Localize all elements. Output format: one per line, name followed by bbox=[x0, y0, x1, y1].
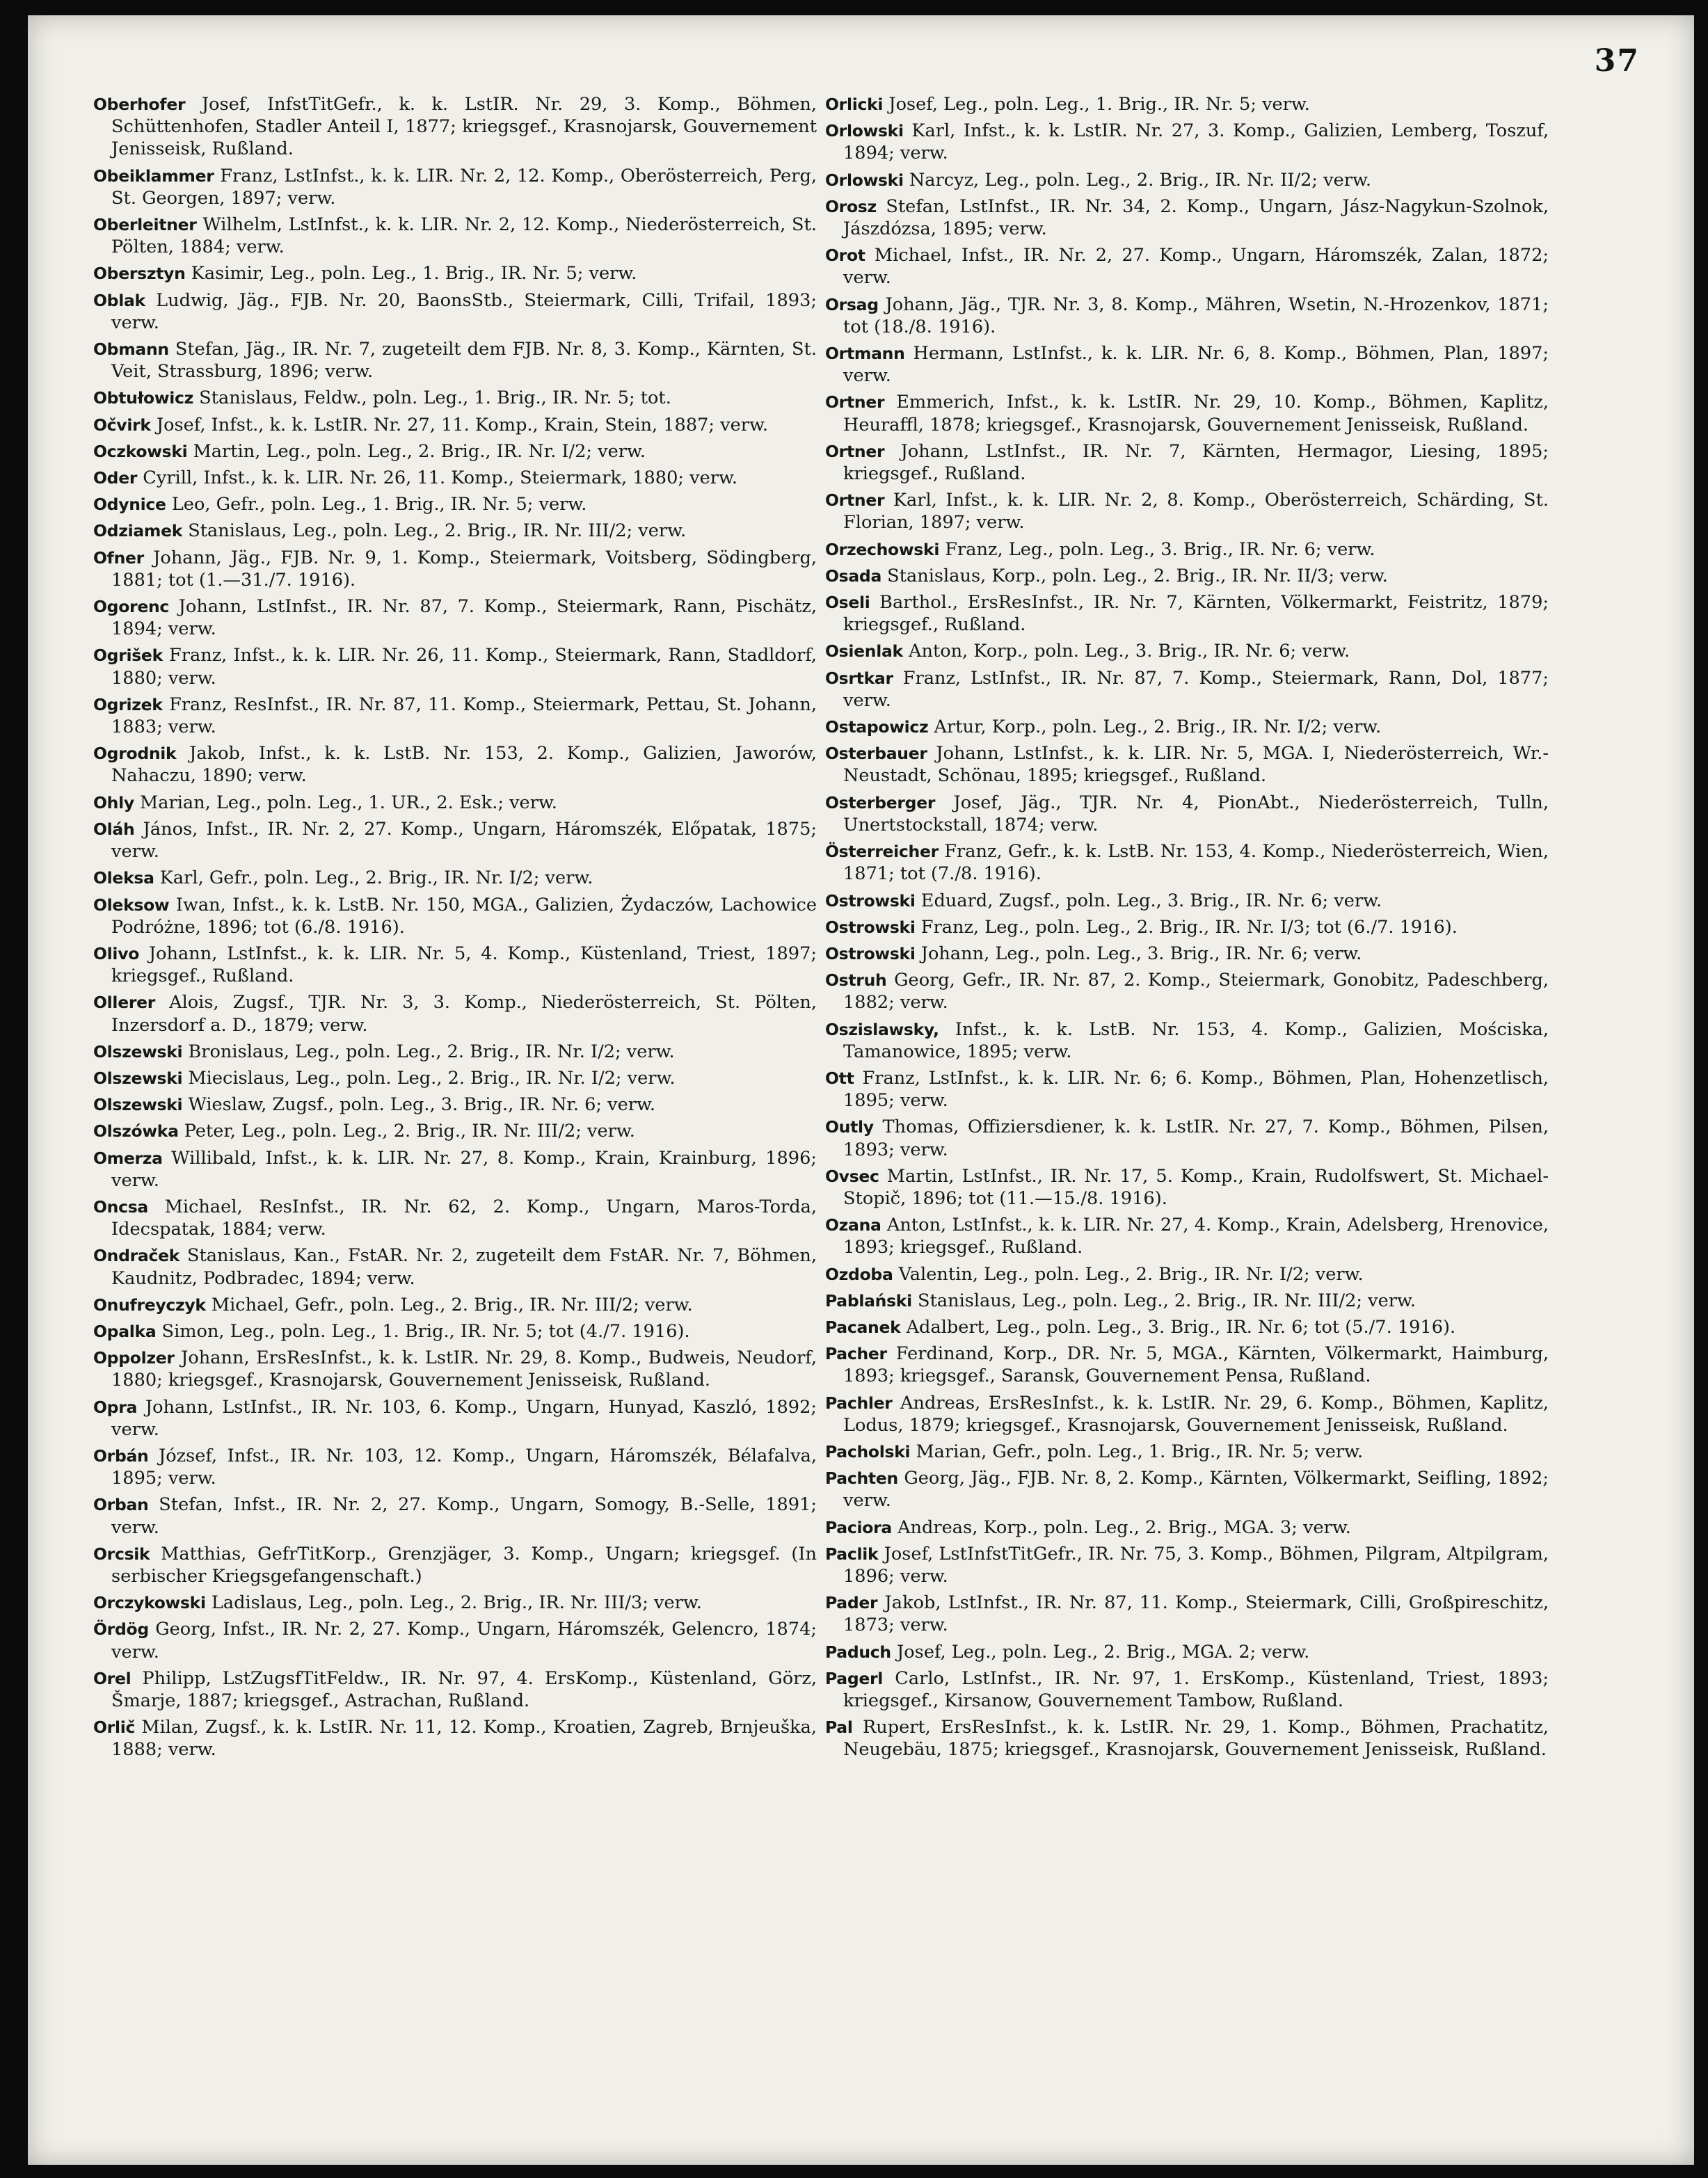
entry-surname: Obersztyn bbox=[93, 264, 186, 284]
list-entry bbox=[93, 1618, 817, 1663]
entry-surname: Ostapowicz bbox=[825, 717, 929, 737]
list-entry bbox=[93, 1716, 817, 1761]
list-entry bbox=[825, 391, 1549, 435]
entry-details: Artur, Korp., poln. Leg., 2. Brig., IR. Nr. I/2; verw. bbox=[934, 716, 1382, 738]
entry-surname: Pader bbox=[825, 1593, 878, 1613]
entry-surname: Olszówka bbox=[93, 1121, 179, 1142]
entry-details: Stanislaus, Leg., poln. Leg., 2. Brig., IR. Nr. III/2; verw. bbox=[918, 1290, 1416, 1311]
entry-details: Anton, Korp., poln. Leg., 3. Brig., IR. Nr. 6; verw. bbox=[908, 641, 1350, 662]
entry-surname: Ostrowski bbox=[825, 943, 916, 963]
entry-details: Anton, LstInfst., k. k. LIR. Nr. 27, 4. Komp., Krain, Adelsberg, Hrenovice, 1893; kriegsgef., Rußland. bbox=[843, 1215, 1549, 1258]
entry-details: Josef, Leg., poln. Leg., 1. Brig., IR. Nr. 5; verw. bbox=[888, 94, 1310, 115]
entry-details: Martin, LstInfst., IR. Nr. 17, 5. Komp., Krain, Rudolfswert, St. Michael-Stopič, 1896; tot (11.—15./8. 1916). bbox=[843, 1165, 1549, 1209]
entry-details: Simon, Leg., poln. Leg., 1. Brig., IR. Nr. 5; tot (4./7. 1916). bbox=[161, 1320, 690, 1342]
list-entry bbox=[825, 1716, 1549, 1761]
list-entry bbox=[825, 1516, 1549, 1539]
entry-surname: Österreicher bbox=[825, 842, 939, 862]
list-entry bbox=[825, 538, 1549, 561]
entry-surname: Opra bbox=[93, 1397, 138, 1417]
entry-surname: Pagerl bbox=[825, 1668, 884, 1688]
entry-details: Stanislaus, Leg., poln. Leg., 2. Brig., IR. Nr. III/2; verw. bbox=[188, 520, 687, 542]
entry-surname: Olszewski bbox=[93, 1068, 183, 1088]
list-entry bbox=[93, 1347, 817, 1391]
entry-surname: Osterberger bbox=[825, 792, 936, 812]
entry-details: Carlo, LstInfst., IR. Nr. 97, 1. ErsKomp., Küstenland, Triest, 1893; kriegsgef., Kirsanow, Gouvernement Tambow, Rußland. bbox=[843, 1667, 1549, 1711]
entry-details: Johann, LstInfst., IR. Nr. 103, 6. Komp., Ungarn, Hunyad, Kaszló, 1892; verw. bbox=[111, 1396, 817, 1440]
entry-surname: Ortner bbox=[825, 490, 885, 511]
list-entry bbox=[825, 1343, 1549, 1387]
entry-surname: Orsag bbox=[825, 294, 879, 314]
entry-details: Franz, ResInfst., IR. Nr. 87, 11. Komp., Steiermark, Pettau, St. Johann, 1883; verw. bbox=[111, 694, 817, 738]
entry-details: Alois, Zugsf., TJR. Nr. 3, 3. Komp., Niederösterreich, St. Pölten, Inzersdorf a. D., 1879; verw. bbox=[111, 992, 817, 1036]
left-column bbox=[93, 93, 817, 1765]
list-entry bbox=[93, 387, 817, 409]
list-entry bbox=[93, 165, 817, 209]
entry-surname: Oblak bbox=[93, 290, 145, 310]
entry-details: Marian, Leg., poln. Leg., 1. UR., 2. Esk.; verw. bbox=[140, 792, 557, 813]
entry-surname: Ostrowski bbox=[825, 890, 916, 911]
list-entry bbox=[93, 1244, 817, 1289]
entry-details: Georg, Gefr., IR. Nr. 87, 2. Komp., Steiermark, Gonobitz, Padeschberg, 1882; verw. bbox=[843, 970, 1549, 1014]
list-entry bbox=[93, 1147, 817, 1192]
entry-details: Stefan, LstInfst., IR. Nr. 34, 2. Komp., Ungarn, Jász-Nagykun-Szolnok, Jászdózsa, 1895; verw. bbox=[843, 195, 1549, 240]
list-entry bbox=[825, 890, 1549, 912]
list-entry bbox=[93, 289, 817, 334]
list-entry bbox=[825, 943, 1549, 965]
list-entry bbox=[93, 694, 817, 738]
entry-surname: Ogrizek bbox=[93, 694, 163, 714]
entry-details: Narcyz, Leg., poln. Leg., 2. Brig., IR. Nr. II/2; verw. bbox=[909, 169, 1371, 191]
list-entry bbox=[825, 1165, 1549, 1210]
entry-details: Adalbert, Leg., poln. Leg., 3. Brig., IR. Nr. 6; tot (5./7. 1916). bbox=[906, 1316, 1456, 1338]
entry-details: Bronislaus, Leg., poln. Leg., 2. Brig., IR. Nr. I/2; verw. bbox=[188, 1041, 675, 1062]
entry-details: Matthias, GefrTitKorp., Grenzjäger, 3. Komp., Ungarn; kriegsgef. (In serbischer Kriegsgefangenschaft.) bbox=[111, 1543, 817, 1587]
entry-surname: Orcsik bbox=[93, 1544, 150, 1564]
entry-details: Georg, Infst., IR. Nr. 2, 27. Komp., Ungarn, Háromszék, Gelencro, 1874; verw. bbox=[111, 1619, 817, 1663]
entry-surname: Oszislawsky, bbox=[825, 1019, 939, 1039]
entry-surname: Orel bbox=[93, 1668, 131, 1688]
entry-details: Rupert, ErsResInfst., k. k. LstIR. Nr. 29, 1. Komp., Böhmen, Prachatitz, Neugebäu, 1875; kriegsgef., Krasnojarsk, Gouvernement Jenisseisk, Rußland. bbox=[843, 1717, 1549, 1761]
entry-surname: Ortner bbox=[825, 441, 885, 461]
list-entry bbox=[93, 93, 817, 161]
list-entry bbox=[825, 244, 1549, 289]
entry-details: Miecislaus, Leg., poln. Leg., 2. Brig., IR. Nr. I/2; verw. bbox=[188, 1067, 676, 1089]
entry-surname: Oppolzer bbox=[93, 1348, 175, 1368]
entry-surname: Orczykowski bbox=[93, 1593, 206, 1613]
entry-details: Andreas, Korp., poln. Leg., 2. Brig., MGA. 3; verw. bbox=[897, 1516, 1351, 1538]
list-entry bbox=[825, 840, 1549, 885]
entry-surname: Orot bbox=[825, 246, 865, 266]
entry-surname: Orosz bbox=[825, 196, 877, 216]
entry-surname: Osienlak bbox=[825, 641, 903, 662]
list-entry bbox=[93, 1592, 817, 1614]
list-entry bbox=[825, 169, 1549, 191]
entry-details: Jakob, LstInfst., IR. Nr. 87, 11. Komp., Steiermark, Cilli, Großpireschitz, 1873; verw. bbox=[843, 1592, 1549, 1636]
list-entry bbox=[825, 1116, 1549, 1160]
entry-surname: Osada bbox=[825, 566, 882, 586]
entry-surname: Ott bbox=[825, 1068, 854, 1088]
entry-details: Wilhelm, LstInfst., k. k. LIR. Nr. 2, 12. Komp., Niederösterreich, St. Pölten, 1884; verw. bbox=[111, 214, 817, 258]
entry-details: Stanislaus, Feldw., poln. Leg., 1. Brig., IR. Nr. 5; tot. bbox=[199, 387, 671, 409]
list-entry bbox=[93, 792, 817, 814]
entry-surname: Onufreyczyk bbox=[93, 1295, 206, 1315]
entry-details: Johann, Jäg., FJB. Nr. 9, 1. Komp., Steiermark, Voitsberg, Södingberg, 1881; tot (1.—31./7. 1916). bbox=[111, 547, 817, 591]
entry-surname: Ondraček bbox=[93, 1246, 180, 1266]
entry-details: János, Infst., IR. Nr. 2, 27. Komp., Ungarn, Háromszék, Előpatak, 1875; verw. bbox=[111, 818, 817, 863]
list-entry bbox=[93, 214, 817, 258]
entry-details: Milan, Zugsf., k. k. LstIR. Nr. 11, 12. Komp., Kroatien, Zagreb, Brnjeuška, 1888; verw. bbox=[111, 1717, 817, 1761]
entry-details: Karl, Gefr., poln. Leg., 2. Brig., IR. Nr. I/2; verw. bbox=[159, 867, 593, 889]
entry-details: Johann, LstInfst., IR. Nr. 87, 7. Komp., Steiermark, Rann, Pischätz, 1894; verw. bbox=[111, 596, 817, 640]
list-entry bbox=[93, 894, 817, 938]
entry-details: Josef, Leg., poln. Leg., 2. Brig., MGA. 2; verw. bbox=[897, 1641, 1310, 1663]
list-entry bbox=[93, 1445, 817, 1489]
entry-surname: Ostrowski bbox=[825, 917, 916, 937]
list-entry bbox=[825, 1067, 1549, 1112]
entry-surname: Ogrodnik bbox=[93, 744, 177, 764]
entry-details: Kasimir, Leg., poln. Leg., 1. Brig., IR. Nr. 5; verw. bbox=[191, 263, 637, 285]
entry-details: Karl, Infst., k. k. LstIR. Nr. 27, 3. Komp., Galizien, Lemberg, Toszuf, 1894; verw. bbox=[843, 120, 1549, 164]
entry-details: Josef, InfstTitGefr., k. k. LstIR. Nr. 29, 3. Komp., Böhmen, Schüttenhofen, Stadler Anteil I, 1877; kriegsgef., Krasnojarsk, Gouvernement Jenisseisk, Rußland. bbox=[111, 94, 817, 160]
entry-details: Franz, Gefr., k. k. LstB. Nr. 153, 4. Komp., Niederösterreich, Wien, 1871; tot (7./8. 1916). bbox=[843, 841, 1549, 885]
list-entry bbox=[93, 1294, 817, 1316]
list-entry bbox=[825, 565, 1549, 587]
entry-surname: Oder bbox=[93, 468, 138, 488]
list-entry bbox=[93, 338, 817, 383]
list-entry bbox=[825, 969, 1549, 1014]
entry-surname: Orzechowski bbox=[825, 539, 940, 559]
list-entry bbox=[93, 414, 817, 436]
entry-surname: Orban bbox=[93, 1495, 149, 1515]
list-entry bbox=[825, 742, 1549, 787]
entry-details: Peter, Leg., poln. Leg., 2. Brig., IR. Nr. III/2; verw. bbox=[184, 1121, 635, 1142]
entry-details: Ladislaus, Leg., poln. Leg., 2. Brig., IR. Nr. III/3; verw. bbox=[211, 1592, 702, 1614]
entry-details: Franz, LstInfst., k. k. LIR. Nr. 6; 6. Komp., Böhmen, Plan, Hohenzetlisch, 1895; verw. bbox=[843, 1067, 1549, 1112]
list-entry bbox=[93, 493, 817, 515]
entry-surname: Ohly bbox=[93, 792, 134, 812]
list-entry bbox=[93, 520, 817, 542]
list-entry bbox=[93, 818, 817, 863]
entry-details: Eduard, Zugsf., poln. Leg., 3. Brig., IR. Nr. 6; verw. bbox=[920, 890, 1382, 911]
entry-details: Jakob, Infst., k. k. LstB. Nr. 153, 2. Komp., Galizien, Jaworów, Nahaczu, 1890; verw. bbox=[111, 743, 817, 787]
list-entry bbox=[825, 120, 1549, 164]
entry-details: Stanislaus, Kan., FstAR. Nr. 2, zugeteilt dem FstAR. Nr. 7, Böhmen, Kaudnitz, Podbradec, 1894; verw. bbox=[111, 1245, 817, 1289]
entry-surname: Osterbauer bbox=[825, 744, 927, 764]
entry-details: Michael, ResInfst., IR. Nr. 62, 2. Komp., Ungarn, Maros-Torda, Idecspatak, 1884; verw. bbox=[111, 1196, 817, 1240]
entry-details: Thomas, Offiziersdiener, k. k. LstIR. Nr. 27, 7. Komp., Böhmen, Pilsen, 1893; verw. bbox=[843, 1116, 1549, 1160]
list-entry bbox=[93, 1396, 817, 1441]
list-entry bbox=[93, 1041, 817, 1063]
list-entry bbox=[825, 716, 1549, 738]
entry-surname: Pal bbox=[825, 1717, 853, 1738]
list-entry bbox=[825, 440, 1549, 485]
entry-details: Johann, Jäg., TJR. Nr. 3, 8. Komp., Mähren, Wsetin, N.-Hrozenkov, 1871; tot (18./8. 1916). bbox=[843, 294, 1549, 337]
list-entry bbox=[825, 1290, 1549, 1312]
entry-surname: Obmann bbox=[93, 339, 169, 360]
list-entry bbox=[93, 1120, 817, 1142]
entry-details: Johann, ErsResInfst., k. k. LstIR. Nr. 29, 8. Komp., Budweis, Neudorf, 1880; kriegsgef., Krasnojarsk, Gouvernement Jenisseisk, Rußland. bbox=[111, 1347, 817, 1391]
entry-details: Franz, LstInfst., IR. Nr. 87, 7. Komp., Steiermark, Rann, Dol, 1877; verw. bbox=[843, 667, 1549, 711]
entry-surname: Ollerer bbox=[93, 993, 156, 1013]
entry-surname: Pachten bbox=[825, 1468, 898, 1489]
page-number: 37 bbox=[1594, 43, 1640, 79]
entry-details: Franz, Infst., k. k. LIR. Nr. 26, 11. Komp., Steiermark, Rann, Stadldorf, 1880; verw. bbox=[111, 645, 817, 689]
entry-details: Georg, Jäg., FJB. Nr. 8, 2. Komp., Kärnten, Völkermarkt, Seifling, 1892; verw. bbox=[843, 1468, 1549, 1512]
entry-surname: Ortmann bbox=[825, 344, 905, 364]
entry-surname: Oleksow bbox=[93, 895, 170, 915]
entry-details: Barthol., ErsResInfst., IR. Nr. 7, Kärnten, Völkermarkt, Feistritz, 1879; kriegsgef., Rußland. bbox=[843, 592, 1549, 636]
list-entry bbox=[825, 1392, 1549, 1436]
entry-details: Stefan, Infst., IR. Nr. 2, 27. Komp., Ungarn, Somogy, B.-Selle, 1891; verw. bbox=[111, 1494, 817, 1538]
list-entry bbox=[93, 262, 817, 285]
list-entry bbox=[93, 1067, 817, 1089]
entry-surname: Olivo bbox=[93, 943, 140, 963]
entry-details: Josef, Infst., k. k. LstIR. Nr. 27, 11. Komp., Krain, Stein, 1887; verw. bbox=[156, 414, 769, 435]
entry-details: Johann, LstInfst., IR. Nr. 7, Kärnten, Hermagor, Liesing, 1895; kriegsgef., Rußland. bbox=[843, 440, 1549, 485]
entry-details: Johann, Leg., poln. Leg., 3. Brig., IR. Nr. 6; verw. bbox=[920, 943, 1362, 964]
entry-details: Johann, LstInfst., k. k. LIR. Nr. 5, MGA. I, Niederösterreich, Wr.-Neustadt, Schönau, 1895; kriegsgef., Rußland. bbox=[843, 743, 1549, 787]
entry-surname: Osrtkar bbox=[825, 668, 893, 688]
list-entry bbox=[825, 489, 1549, 534]
list-entry bbox=[825, 1543, 1549, 1587]
entry-surname: Oczkowski bbox=[93, 441, 188, 461]
list-entry bbox=[93, 467, 817, 489]
list-entry bbox=[93, 991, 817, 1036]
entry-surname: Odynice bbox=[93, 495, 166, 515]
list-entry bbox=[93, 867, 817, 889]
entry-surname: Paclik bbox=[825, 1544, 879, 1564]
entry-surname: Odziamek bbox=[93, 521, 183, 541]
entry-surname: Ozana bbox=[825, 1215, 881, 1235]
document-page bbox=[28, 15, 1694, 2165]
entry-surname: Oncsa bbox=[93, 1196, 148, 1217]
entry-details: Johann, LstInfst., k. k. LIR. Nr. 5, 4. Komp., Küstenland, Triest, 1897; kriegsgef., Rußland. bbox=[111, 943, 817, 987]
entry-details: Marian, Gefr., poln. Leg., 1. Brig., IR. Nr. 5; verw. bbox=[916, 1441, 1364, 1462]
entry-details: Franz, LstInfst., k. k. LIR. Nr. 2, 12. Komp., Oberösterreich, Perg, St. Georgen, 1897; verw. bbox=[111, 165, 817, 209]
entry-surname: Obeiklammer bbox=[93, 166, 214, 186]
list-entry bbox=[93, 1667, 817, 1712]
entry-surname: Oberhofer bbox=[93, 95, 186, 114]
list-entry bbox=[93, 595, 817, 640]
entry-details: Franz, Leg., poln. Leg., 3. Brig., IR. Nr. 6; verw. bbox=[945, 538, 1375, 560]
entry-surname: Očvirk bbox=[93, 415, 151, 435]
list-entry bbox=[93, 644, 817, 689]
list-entry bbox=[93, 1094, 817, 1116]
list-entry bbox=[825, 667, 1549, 712]
entry-details: Stefan, Jäg., IR. Nr. 7, zugeteilt dem FJB. Nr. 8, 3. Komp., Kärnten, St. Veit, Strassburg, 1896; verw. bbox=[111, 339, 817, 383]
right-column bbox=[825, 93, 1549, 1765]
entry-details: Willibald, Infst., k. k. LIR. Nr. 27, 8. Komp., Krain, Krainburg, 1896; verw. bbox=[111, 1147, 817, 1191]
list-entry bbox=[93, 742, 817, 787]
entry-details: Cyrill, Infst., k. k. LIR. Nr. 26, 11. Komp., Steiermark, 1880; verw. bbox=[143, 467, 737, 489]
entry-surname: Olszewski bbox=[93, 1041, 183, 1062]
list-entry bbox=[825, 342, 1549, 387]
entry-surname: Orlowski bbox=[825, 170, 904, 190]
list-entry bbox=[93, 1320, 817, 1343]
entry-surname: Opalka bbox=[93, 1321, 157, 1341]
entry-surname: Pachler bbox=[825, 1393, 893, 1413]
list-entry bbox=[825, 1641, 1549, 1663]
entry-surname: Orlowski bbox=[825, 121, 904, 141]
list-entry bbox=[825, 916, 1549, 938]
entry-surname: Paduch bbox=[825, 1642, 891, 1662]
list-entry bbox=[825, 1316, 1549, 1338]
entry-details: Infst., k. k. LstB. Nr. 153, 4. Komp., Galizien, Mościska, Tamanowice, 1895; verw. bbox=[843, 1018, 1549, 1062]
entry-surname: Ofner bbox=[93, 547, 144, 568]
entry-details: Josef, Jäg., TJR. Nr. 4, PionAbt., Niederösterreich, Tulln, Unertstockstall, 1874; verw. bbox=[843, 792, 1549, 835]
entry-surname: Ostruh bbox=[825, 970, 887, 991]
entry-details: Wieslaw, Zugsf., poln. Leg., 3. Brig., IR. Nr. 6; verw. bbox=[188, 1094, 655, 1116]
entry-surname: Oláh bbox=[93, 819, 135, 839]
list-entry bbox=[825, 1667, 1549, 1712]
entry-surname: Orbán bbox=[93, 1446, 149, 1466]
list-entry bbox=[825, 93, 1549, 115]
list-entry bbox=[93, 1494, 817, 1538]
list-entry bbox=[825, 1467, 1549, 1512]
list-entry bbox=[825, 294, 1549, 338]
list-entry bbox=[825, 1592, 1549, 1636]
entry-details: Franz, Leg., poln. Leg., 2. Brig., IR. Nr. I/3; tot (6./7. 1916). bbox=[920, 916, 1458, 938]
list-entry bbox=[825, 591, 1549, 636]
entry-surname: Olszewski bbox=[93, 1095, 183, 1115]
list-entry bbox=[93, 440, 817, 463]
entry-surname: Ogorenc bbox=[93, 597, 170, 617]
entry-details: Stanislaus, Korp., poln. Leg., 2. Brig., IR. Nr. II/3; verw. bbox=[887, 565, 1388, 586]
list-entry bbox=[93, 943, 817, 987]
entry-details: Michael, Infst., IR. Nr. 2, 27. Komp., Ungarn, Háromszék, Zalan, 1872; verw. bbox=[843, 245, 1549, 289]
list-entry bbox=[825, 1214, 1549, 1258]
entry-surname: Outly bbox=[825, 1117, 874, 1137]
entry-surname: Ortner bbox=[825, 392, 885, 413]
entry-surname: Ogrišek bbox=[93, 646, 163, 666]
entry-surname: Oseli bbox=[825, 593, 870, 613]
entry-details: Ferdinand, Korp., DR. Nr. 5, MGA., Kärnten, Völkermarkt, Haimburg, 1893; kriegsgef., Saransk, Gouvernement Pensa, Rußland. bbox=[843, 1343, 1549, 1387]
list-entry bbox=[825, 792, 1549, 836]
entry-surname: Orlicki bbox=[825, 95, 884, 114]
entry-surname: Ördög bbox=[93, 1619, 149, 1640]
entry-details: Martin, Leg., poln. Leg., 2. Brig., IR. Nr. I/2; verw. bbox=[193, 440, 646, 462]
entry-details: Josef, LstInfstTitGefr., IR. Nr. 75, 3. Komp., Böhmen, Pilgram, Altpilgram, 1896; verw. bbox=[843, 1543, 1549, 1587]
entry-details: Karl, Infst., k. k. LIR. Nr. 2, 8. Komp., Oberösterreich, Schärding, St. Florian, 1897; verw. bbox=[843, 490, 1549, 534]
entry-surname: Oleksa bbox=[93, 868, 154, 888]
entry-details: Iwan, Infst., k. k. LstB. Nr. 150, MGA., Galizien, Żydaczów, Lachowice Podróżne, 1896; tot (6./8. 1916). bbox=[111, 894, 817, 938]
list-entry bbox=[93, 1543, 817, 1587]
entry-surname: Oberleitner bbox=[93, 215, 197, 235]
list-entry bbox=[825, 1018, 1549, 1063]
entry-details: Michael, Gefr., poln. Leg., 2. Brig., IR. Nr. III/2; verw. bbox=[211, 1294, 693, 1315]
list-entry bbox=[825, 640, 1549, 662]
entry-surname: Pablański bbox=[825, 1290, 912, 1311]
entry-details: Valentin, Leg., poln. Leg., 2. Brig., IR. Nr. I/2; verw. bbox=[898, 1263, 1364, 1285]
list-entry bbox=[825, 195, 1549, 240]
entry-surname: Pacholski bbox=[825, 1441, 911, 1462]
entry-surname: Paciora bbox=[825, 1517, 892, 1537]
entry-details: Ludwig, Jäg., FJB. Nr. 20, BaonsStb., Steiermark, Cilli, Trifail, 1893; verw. bbox=[111, 289, 817, 333]
entry-surname: Ozdoba bbox=[825, 1264, 893, 1284]
entry-details: Philipp, LstZugsfTitFeldw., IR. Nr. 97, 4. ErsKomp., Küstenland, Görz, Šmarje, 1887; kriegsgef., Astrachan, Rußland. bbox=[111, 1667, 817, 1711]
entry-details: Hermann, LstInfst., k. k. LIR. Nr. 6, 8. Komp., Böhmen, Plan, 1897; verw. bbox=[843, 343, 1549, 387]
entry-surname: Orlič bbox=[93, 1717, 136, 1738]
entry-surname: Omerza bbox=[93, 1148, 163, 1168]
entry-surname: Ovsec bbox=[825, 1166, 879, 1186]
list-entry bbox=[93, 547, 817, 591]
list-entry bbox=[93, 1196, 817, 1240]
entry-surname: Obtułowicz bbox=[93, 388, 194, 408]
entry-details: Emmerich, Infst., k. k. LstIR. Nr. 29, 10. Komp., Böhmen, Kaplitz, Heuraffl, 1878; kriegsgef., Krasnojarsk, Gouvernement Jenisseisk, Rußland. bbox=[843, 392, 1549, 435]
entry-surname: Pacanek bbox=[825, 1317, 901, 1337]
list-entry bbox=[825, 1263, 1549, 1286]
entry-details: Andreas, ErsResInfst., k. k. LstIR. Nr. 29, 6. Komp., Böhmen, Kaplitz, Lodus, 1879; kriegsgef., Krasnojarsk, Gouvernement Jenisseisk, Rußland. bbox=[843, 1392, 1549, 1436]
list-entry bbox=[825, 1441, 1549, 1463]
entry-surname: Pacher bbox=[825, 1344, 887, 1364]
entry-details: Leo, Gefr., poln. Leg., 1. Brig., IR. Nr. 5; verw. bbox=[171, 494, 587, 515]
entry-details: József, Infst., IR. Nr. 103, 12. Komp., Ungarn, Háromszék, Bélafalva, 1895; verw. bbox=[111, 1445, 817, 1489]
